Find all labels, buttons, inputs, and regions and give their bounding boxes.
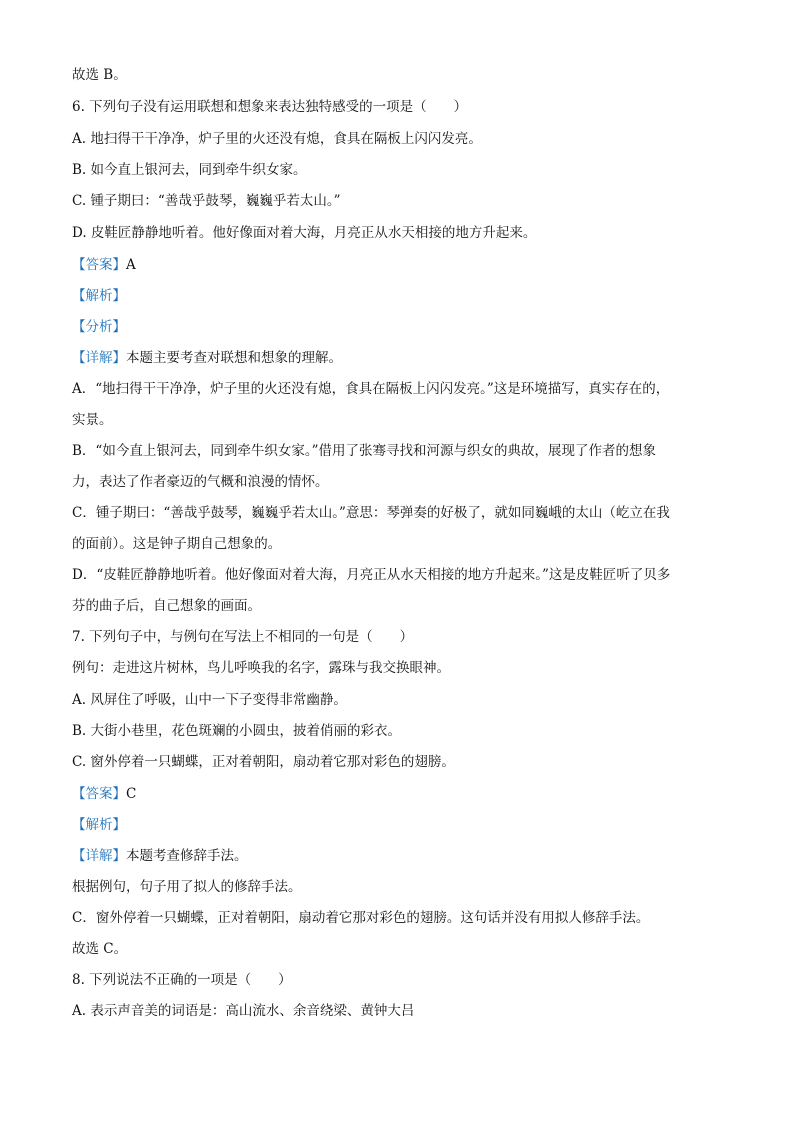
explanation-line: B．“如今直上银河去，同到牵牛织女家。”借用了张骞寻找和河源与织女的典故，展现了作者的想象 xyxy=(72,443,656,459)
answer-value: A xyxy=(126,257,136,273)
analysis-line xyxy=(72,816,722,834)
detail-line xyxy=(72,847,722,865)
explanation-line: 力，表达了作者豪迈的气概和浪漫的情怀。 xyxy=(72,474,329,490)
detail-text: 本题主要考查对联想和想象的理解。 xyxy=(126,350,342,366)
question-6-stem: 6. 下列句子没有运用联想和想象来表达独特感受的一项是（ ） xyxy=(72,99,468,115)
question-7-option-a: A. 风屏住了呼吸，山中一下子变得非常幽静。 xyxy=(72,692,347,708)
explanation-line: C．锺子期曰：“善哉乎鼓琴，巍巍乎若太山。”意思：琴弹奏的好极了，就如同巍峨的太山（屹立在我 xyxy=(72,505,670,521)
text-line: 故选 B。 xyxy=(72,67,127,83)
question-8-option-a: A. 表示声音美的词语是：高山流水、余音绕梁、黄钟大吕 xyxy=(72,1003,415,1019)
question-7-option-b: B. 大街小巷里，花色斑斓的小圆虫，披着俏丽的彩衣。 xyxy=(72,723,402,739)
question-7-option-c: C. 窗外停着一只蝴蝶，正对着朝阳，扇动着它那对彩色的翅膀。 xyxy=(72,754,455,770)
text-line: 故选 C。 xyxy=(72,941,128,957)
detail-tag: 【详解】 xyxy=(72,848,126,864)
question-7-stem: 7. 下列句子中，与例句在写法上不相同的一句是（ ） xyxy=(72,629,414,645)
detail-line xyxy=(72,349,722,367)
question-6-option-b: B. 如今直上银河去，同到牵牛织女家。 xyxy=(72,162,307,178)
breakdown-tag: 【分析】 xyxy=(72,319,126,335)
question-6-option-d: D. 皮鞋匠静静地听着。他好像面对着大海，月亮正从水天相接的地方升起来。 xyxy=(72,225,537,241)
explanation-line: 的面前）。这是钟子期自己想象的。 xyxy=(72,536,282,552)
question-6-option-a: A. 地扫得干干净净，炉子里的火还没有熄，食具在隔板上闪闪发亮。 xyxy=(72,131,482,147)
analysis-tag: 【解析】 xyxy=(72,817,126,833)
answer-line xyxy=(72,785,722,803)
detail-text: 本题考查修辞手法。 xyxy=(126,848,248,864)
question-7-example: 例句：走进这片树林，鸟儿呼唤我的名字，露珠与我交换眼神。 xyxy=(72,660,450,676)
explanation-line: 芬的曲子后，自己想象的画面。 xyxy=(72,598,261,614)
breakdown-line xyxy=(72,318,722,336)
analysis-tag: 【解析】 xyxy=(72,288,126,304)
explanation-line: 实景。 xyxy=(72,412,113,428)
answer-line xyxy=(72,256,722,274)
explanation-line: 根据例句，句子用了拟人的修辞手法。 xyxy=(72,879,302,895)
question-8-stem: 8. 下列说法不正确的一项是（ ） xyxy=(72,972,292,988)
detail-tag: 【详解】 xyxy=(72,350,126,366)
question-6-option-c: C. 锺子期曰：“善哉乎鼓琴，巍巍乎若太山。” xyxy=(72,193,341,209)
analysis-line xyxy=(72,287,722,305)
answer-value: C xyxy=(126,786,137,802)
explanation-line: C．窗外停着一只蝴蝶，正对着朝阳，扇动着它那对彩色的翅膀。这句话并没有用拟人修辞手法。 xyxy=(72,910,650,926)
explanation-line: A．“地扫得干干净净，炉子里的火还没有熄，食具在隔板上闪闪发亮。”这是环境描写，真实存在的， xyxy=(72,381,670,397)
answer-tag: 【答案】 xyxy=(72,257,126,273)
answer-tag: 【答案】 xyxy=(72,786,126,802)
explanation-line: D．“皮鞋匠静静地听着。他好像面对着大海，月亮正从水天相接的地方升起来。”这是皮鞋匠听了贝多 xyxy=(72,567,671,583)
